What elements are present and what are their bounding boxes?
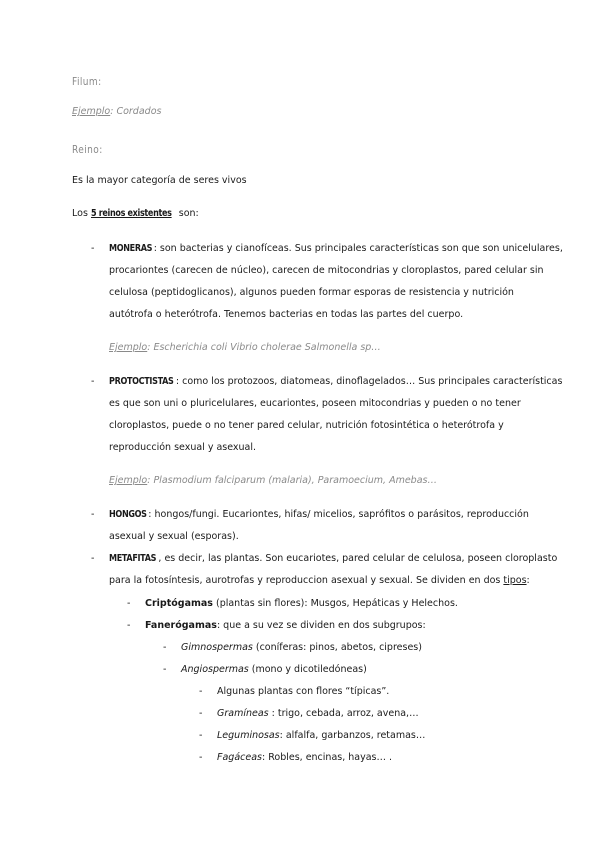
gramineas-name: Gramíneas: [217, 708, 269, 719]
metafitas-bullet: -: [91, 553, 95, 564]
hongos-line-1: [109, 509, 529, 520]
moneras-bullet: -: [91, 243, 95, 254]
hongos-text-1: : hongos/fungi. Eucariontes, hifas/ micelios, saprófitos o parásitos, reproducción: [148, 509, 529, 520]
gimnospermas-bullet: -: [163, 642, 167, 653]
reino-heading: Reino:: [72, 143, 103, 156]
reino-intro: [72, 208, 199, 219]
metafitas-name: METAFITAS: [109, 553, 157, 564]
criptogamas-item: [145, 598, 458, 609]
example-label: Ejemplo: [109, 475, 148, 486]
leguminosas-name: Leguminosas: [217, 730, 280, 741]
fanerogamas-name: Fanerógamas: [145, 620, 217, 631]
example-label: Ejemplo: [109, 342, 148, 353]
protoctistas-bullet: -: [91, 376, 95, 387]
protoctistas-example: [109, 475, 437, 486]
leguminosas-bullet: -: [199, 730, 203, 741]
metafitas-text-1: , es decir, las plantas. Son eucariotes, pared celular de celulosa, poseen cloroplasto: [158, 553, 558, 564]
fagaceas-name: Fagáceas: [217, 752, 262, 763]
gramineas-item: [217, 708, 419, 719]
five-kingdoms-emphasis: 5 reinos existentes: [90, 208, 172, 219]
angiospermas-item: [181, 664, 367, 675]
fagaceas-desc: : Robles, encinas, hayas… .: [261, 752, 393, 763]
angiospermas-bullet: -: [163, 664, 167, 675]
tipos-emphasis: tipos: [503, 575, 527, 586]
hongos-line-2: asexual y sexual (esporas).: [109, 531, 239, 542]
moneras-line-3: celulosa (peptidoglicanos), algunos pueden formar esporas de resistencia y nutrición: [109, 287, 514, 298]
fanerogamas-item: [145, 620, 426, 631]
protoctistas-name: PROTOCTISTAS: [109, 376, 174, 387]
metafitas-line-2: [109, 575, 530, 586]
fagaceas-item: [217, 752, 392, 763]
intro-before: Los: [72, 208, 91, 219]
moneras-example: [109, 342, 381, 353]
protoctistas-line-4: reproducción sexual y asexual.: [109, 442, 257, 453]
moneras-text-1: : son bacterias y cianofíceas. Sus principales características son que son unicelulares,: [153, 243, 563, 254]
example-value: : Cordados: [110, 106, 162, 117]
hongos-bullet: -: [91, 509, 95, 520]
fagaceas-bullet: -: [199, 752, 203, 763]
gimnospermas-item: [181, 642, 422, 653]
algunas-item: Algunas plantas con flores “típicas”.: [217, 686, 390, 697]
leguminosas-item: [217, 730, 425, 741]
metafitas-text-2-end: :: [526, 575, 530, 586]
fanerogamas-bullet: -: [127, 620, 131, 631]
intro-after: son:: [175, 208, 199, 219]
moneras-line-2: procariontes (carecen de núcleo), carecen de mitocondrias y cloroplastos, pared celular sin: [109, 265, 544, 276]
moneras-line-1: [109, 243, 563, 254]
example-value: : Plasmodium falciparum (malaria), Paramoecium, Amebas…: [147, 475, 437, 486]
protoctistas-text-1: : como los protozoos, diatomeas, dinoflagelados… Sus principales características: [175, 376, 563, 387]
moneras-name: MONERAS: [109, 243, 153, 254]
leguminosas-desc: : alfalfa, garbanzos, retamas…: [279, 730, 426, 741]
example-value: : Escherichia coli Vibrio cholerae Salmonella sp…: [147, 342, 381, 353]
criptogamas-name: Criptógamas: [145, 598, 213, 609]
protoctistas-line-1: [109, 376, 562, 387]
protoctistas-line-3: cloroplastos, puede o no tener pared celular, nutrición fotosintética o heterótrofa y: [109, 420, 504, 431]
example-label: Ejemplo: [72, 106, 111, 117]
metafitas-line-1: [109, 553, 557, 564]
gimnospermas-name: Gimnospermas: [181, 642, 253, 653]
gimnospermas-desc: (coníferas: pinos, abetos, cipreses): [252, 642, 422, 653]
hongos-name: HONGOS: [109, 509, 147, 520]
reino-definition: Es la mayor categoría de seres vivos: [72, 175, 247, 186]
fanerogamas-desc: : que a su vez se dividen en dos subgrupos:: [216, 620, 426, 631]
gramineas-bullet: -: [199, 708, 203, 719]
filum-heading: Filum:: [72, 75, 102, 88]
criptogamas-desc: (plantas sin flores): Musgos, Hepáticas y Helechos.: [212, 598, 458, 609]
metafitas-text-2: para la fotosíntesis, aurotrofas y reproduccion asexual y sexual. Se dividen en dos: [109, 575, 504, 586]
criptogamas-bullet: -: [127, 598, 131, 609]
filum-example: [72, 106, 161, 117]
angiospermas-desc: (mono y dicotiledóneas): [248, 664, 367, 675]
gramineas-desc: : trigo, cebada, arroz, avena,…: [268, 708, 419, 719]
angiospermas-name: Angiospermas: [181, 664, 249, 675]
moneras-line-4: autótrofa o heterótrofa. Tenemos bacterias en todas las partes del cuerpo.: [109, 309, 464, 320]
protoctistas-line-2: es que son uni o pluricelulares, eucariontes, poseen mitocondrias y pueden o no tener: [109, 398, 521, 409]
algunas-bullet: -: [199, 686, 203, 697]
